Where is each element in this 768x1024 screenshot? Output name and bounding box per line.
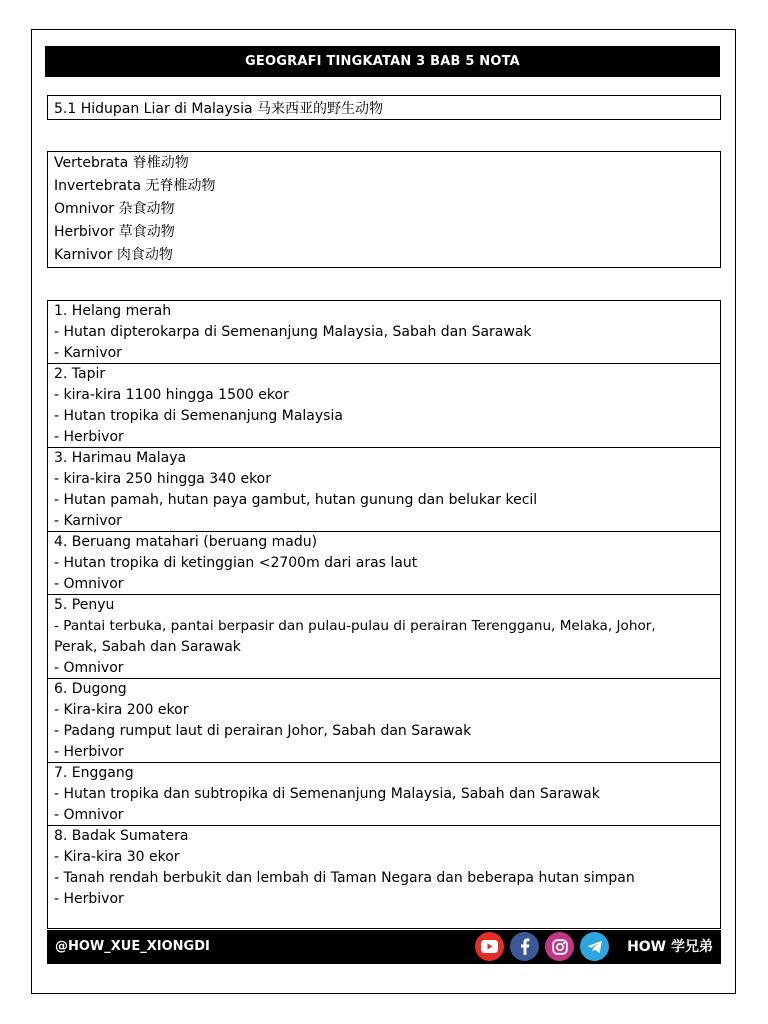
instagram-icon[interactable]	[545, 932, 574, 961]
social-icons	[475, 932, 609, 962]
entry-line: - Hutan pamah, hutan paya gambut, hutan gunung dan belukar kecil	[54, 492, 538, 508]
entry-line: - Karnivor	[54, 513, 122, 529]
page-title	[45, 46, 720, 77]
entry-line: - Karnivor	[54, 345, 122, 361]
animal-entry-penyu	[48, 595, 720, 679]
animal-entry-dugong	[48, 679, 720, 763]
entry-title: 2. Tapir	[54, 366, 106, 382]
term-vertebrata: Vertebrata 脊椎动物	[54, 155, 189, 171]
animals-table	[47, 300, 721, 929]
entry-line: - Omnivor	[54, 660, 124, 676]
page-title-text: GEOGRAFI TINGKATAN 3 BAB 5 NOTA	[245, 54, 520, 69]
animal-entry-helang-merah	[48, 301, 720, 364]
entry-line: - Hutan tropika di Semenanjung Malaysia	[54, 408, 343, 424]
telegram-icon[interactable]	[580, 932, 609, 961]
section-heading-text: 5.1 Hidupan Liar di Malaysia 马来西亚的野生动物	[54, 100, 384, 117]
section-heading	[47, 95, 721, 120]
entry-line: - Omnivor	[54, 807, 124, 823]
term-invertebrata: Invertebrata 无脊椎动物	[54, 178, 216, 194]
brand-name: HOW 学兄弟	[627, 939, 713, 955]
entry-title: 3. Harimau Malaya	[54, 450, 187, 466]
entry-line: - Hutan dipterokarpa di Semenanjung Malaysia, Sabah dan Sarawak	[54, 324, 532, 340]
social-handle: @HOW_XUE_XIONGDI	[55, 939, 210, 954]
entry-line: - Hutan tropika dan subtropika di Semenanjung Malaysia, Sabah dan Sarawak	[54, 786, 600, 802]
entry-line: - Pantai terbuka, pantai berpasir dan pulau-pulau di perairan Terengganu, Melaka, Johor,	[54, 618, 656, 634]
terms-box	[47, 151, 721, 268]
entry-title: 7. Enggang	[54, 765, 134, 781]
entry-line: - Tanah rendah berbukit dan lembah di Taman Negara dan beberapa hutan simpan	[54, 870, 635, 886]
animal-entry-harimau-malaya	[48, 448, 720, 532]
entry-title: 1. Helang merah	[54, 303, 172, 319]
entry-line: - Omnivor	[54, 576, 124, 592]
term-karnivor: Karnivor 肉食动物	[54, 247, 173, 263]
entry-title: 4. Beruang matahari (beruang madu)	[54, 534, 318, 550]
entry-line: - Kira-kira 30 ekor	[54, 849, 180, 865]
entry-line: - Hutan tropika di ketinggian <2700m dari aras laut	[54, 555, 418, 571]
entry-line: - Padang rumput laut di perairan Johor, Sabah dan Sarawak	[54, 723, 472, 739]
entry-line: Perak, Sabah dan Sarawak	[54, 639, 241, 655]
animal-entry-tapir	[48, 364, 720, 448]
entry-title: 5. Penyu	[54, 597, 115, 613]
entry-line: - Herbivor	[54, 744, 124, 760]
entry-line: - kira-kira 1100 hingga 1500 ekor	[54, 387, 289, 403]
animal-entry-enggang	[48, 763, 720, 826]
animal-entry-beruang-matahari	[48, 532, 720, 595]
entry-title: 8. Badak Sumatera	[54, 828, 189, 844]
youtube-icon[interactable]	[475, 932, 504, 961]
term-omnivor: Omnivor 杂食动物	[54, 201, 175, 217]
facebook-icon[interactable]	[510, 932, 539, 961]
animal-entry-badak-sumatera	[48, 826, 720, 928]
entry-line: - kira-kira 250 hingga 340 ekor	[54, 471, 271, 487]
entry-line: - Kira-kira 200 ekor	[54, 702, 189, 718]
entry-line: - Herbivor	[54, 429, 124, 445]
entry-line: - Herbivor	[54, 891, 124, 907]
term-herbivor: Herbivor 草食动物	[54, 224, 175, 240]
footer-bar	[47, 930, 721, 964]
entry-title: 6. Dugong	[54, 681, 127, 697]
